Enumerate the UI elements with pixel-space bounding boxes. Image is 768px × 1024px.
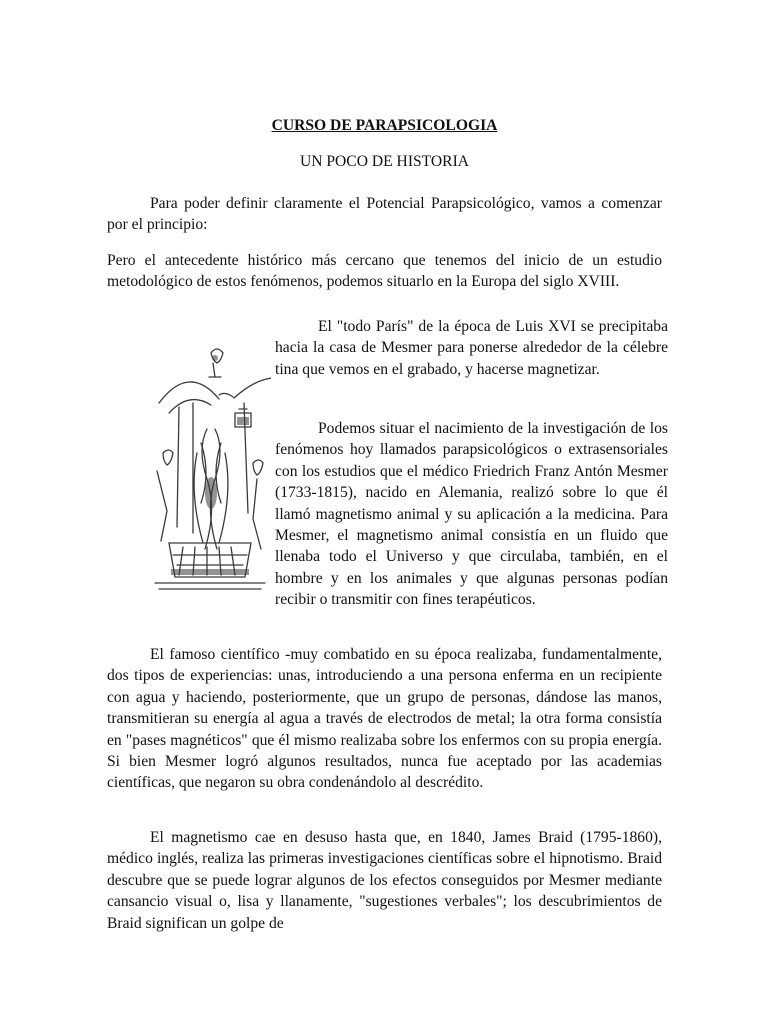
paragraph-mesmer-origin: Podemos situar el nacimiento de la investigación de los fenómenos hoy llamados parapsicológicos o extrasensoriales con los estudios que el médico Friedrich Franz Antón Mesmer (1733-1815), nacido en Alemania, realizó sobre lo que él llamó magnetismo animal y su aplicación a la medicina. Para Mesmer, el magnetismo animal consistía en un fluido que llenaba todo el Universo y que circulaba, también, en el hombre y en los animales y que algunas personas podían recibir o transmitir con fines terapéuticos.: [275, 420, 668, 609]
paragraph-braid: El magnetismo cae en desuso hasta que, en 1840, James Braid (1795-1860), médico inglés, realiza las primeras investigaciones científicas sobre el hipnotismo. Braid descubre que se puede lograr algunos de los efectos conseguidos por Mesmer mediante cansancio visual o, lisa y llanamente, "sugestiones verbales"; los descubrimientos de Braid significan un golpe de: [107, 829, 662, 932]
paragraph-intro: Para poder definir claramente el Potencial Parapsicológico, vamos a comenzar por el principio:: [107, 195, 662, 234]
document-subtitle: UN POCO DE HISTORIA: [299, 153, 470, 170]
paragraph-todo-paris: El "todo París" de la época de Luis XVI se precipitaba hacia la casa de Mesmer para ponerse alrededor de la célebre tina que vemos en el grabado, y hacerse magnetizar.: [275, 318, 668, 378]
paragraph-experiences: El famoso científico -muy combatido en su época realizaba, fundamentalmente, dos tipos de experiencias: unas, introduciendo a una persona enferma en un recipiente con agua y haciendo, posteriormente, que un grupo de personas, dándose las manos, transmitieran su energía al agua a través de electrodos de metal; la otra forma consistía en "pases magnéticos" que él mismo realizaba sobre los enfermos con su propia energía. Si bien Mesmer logró algunos resultados, nunca fue aceptado por las academias científicas, que negaron su obra condenándolo al descrédito.: [107, 646, 662, 792]
document-title: CURSO DE PARAPSICOLOGIA: [271, 117, 498, 134]
paragraph-antecedent: Pero el antecedente histórico más cercano que tenemos del inicio de un estudio metodológico de estos fenómenos, podemos situarlo en la Europa del siglo XVIII.: [107, 252, 662, 291]
mesmer-tub-engraving: [149, 343, 271, 595]
